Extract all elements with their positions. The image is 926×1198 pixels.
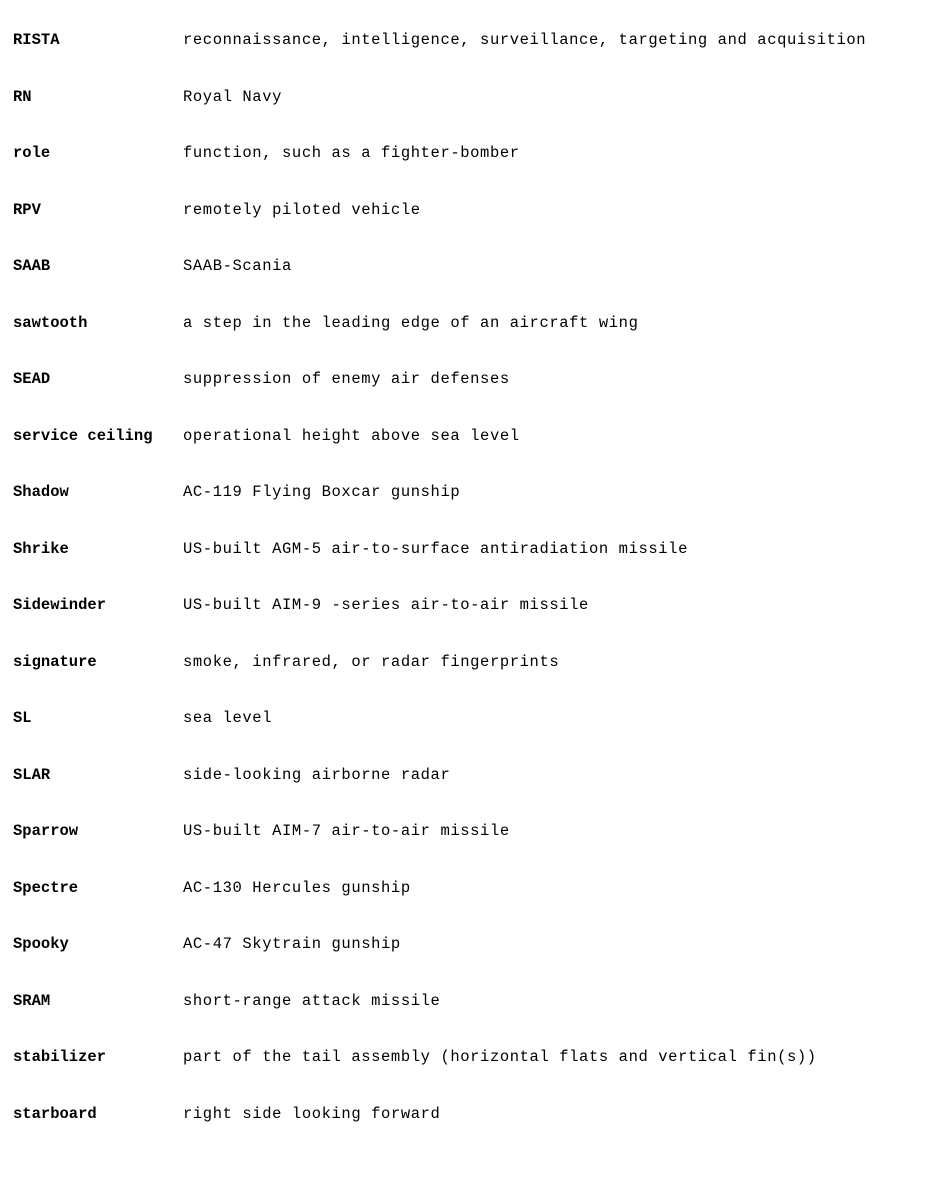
glossary-definition: US-built AIM-7 air-to-air missile: [183, 822, 510, 840]
glossary-definition: sea level: [183, 709, 273, 727]
glossary-entry: [13, 370, 919, 427]
glossary-entry: [13, 1105, 919, 1162]
glossary-entry: [13, 31, 919, 88]
glossary-definition: operational height above sea level: [183, 426, 520, 445]
glossary-term: SRAM: [13, 991, 51, 1010]
glossary-definition: AC-130 Hercules gunship: [183, 878, 411, 897]
glossary-entry: [13, 935, 919, 992]
glossary-definition: side-looking airborne radar: [183, 765, 451, 784]
glossary-entry: [13, 257, 919, 314]
glossary-term: stabilizer: [13, 1048, 107, 1066]
glossary-definition: Royal Navy: [183, 87, 283, 106]
glossary-definition: reconnaissance, intelligence, surveillance, targeting and acquisition: [183, 31, 867, 49]
glossary-term: starboard: [13, 1104, 97, 1123]
glossary-term: Shrike: [13, 539, 69, 558]
glossary-definition: AC-47 Skytrain gunship: [183, 935, 401, 953]
glossary-entry: [13, 822, 919, 879]
glossary-definition: suppression of enemy air defenses: [183, 370, 510, 388]
glossary-term: signature: [13, 652, 97, 671]
glossary-term: SEAD: [13, 370, 51, 388]
glossary-entry: [13, 596, 919, 653]
glossary-entry: [13, 709, 919, 766]
glossary-entry: [13, 144, 919, 201]
glossary-definition: US-built AIM-9 -series air-to-air missile: [183, 596, 589, 614]
glossary-term: service ceiling: [13, 426, 153, 445]
glossary-entry: [13, 314, 919, 371]
glossary-term: Spooky: [13, 935, 69, 953]
glossary-entry: [13, 201, 919, 258]
glossary-term: sawtooth: [13, 313, 88, 332]
glossary-entry: [13, 1048, 919, 1105]
glossary-entry: [13, 992, 919, 1049]
glossary-term: RN: [13, 87, 32, 106]
glossary-entry: [13, 540, 919, 597]
glossary-term: SAAB: [13, 257, 51, 275]
glossary-entry: [13, 483, 919, 540]
glossary-term: Shadow: [13, 483, 69, 501]
glossary-definition: a step in the leading edge of an aircraft wing: [183, 313, 639, 332]
glossary-entry: [13, 879, 919, 936]
glossary-definition: SAAB-Scania: [183, 257, 292, 275]
glossary-term: SL: [13, 709, 32, 727]
glossary-term: Sidewinder: [13, 596, 107, 614]
glossary-entry: [13, 427, 919, 484]
glossary-entry: [13, 653, 919, 710]
glossary-entry: [13, 88, 919, 145]
glossary-list: [13, 31, 919, 1161]
glossary-definition: smoke, infrared, or radar fingerprints: [183, 652, 560, 671]
glossary-definition: part of the tail assembly (horizontal flats and vertical fin(s)): [183, 1048, 817, 1066]
glossary-term: Spectre: [13, 878, 79, 897]
glossary-definition: short-range attack missile: [183, 991, 441, 1010]
glossary-definition: right side looking forward: [183, 1104, 441, 1123]
glossary-term: SLAR: [13, 765, 51, 784]
glossary-definition: AC-119 Flying Boxcar gunship: [183, 483, 461, 501]
glossary-entry: [13, 766, 919, 823]
glossary-term: RISTA: [13, 31, 60, 49]
glossary-definition: function, such as a fighter-bomber: [183, 144, 520, 162]
glossary-term: role: [13, 144, 51, 162]
glossary-term: RPV: [13, 200, 41, 219]
glossary-definition: remotely piloted vehicle: [183, 200, 421, 219]
glossary-definition: US-built AGM-5 air-to-surface antiradiation missile: [183, 539, 688, 558]
glossary-term: Sparrow: [13, 822, 79, 840]
